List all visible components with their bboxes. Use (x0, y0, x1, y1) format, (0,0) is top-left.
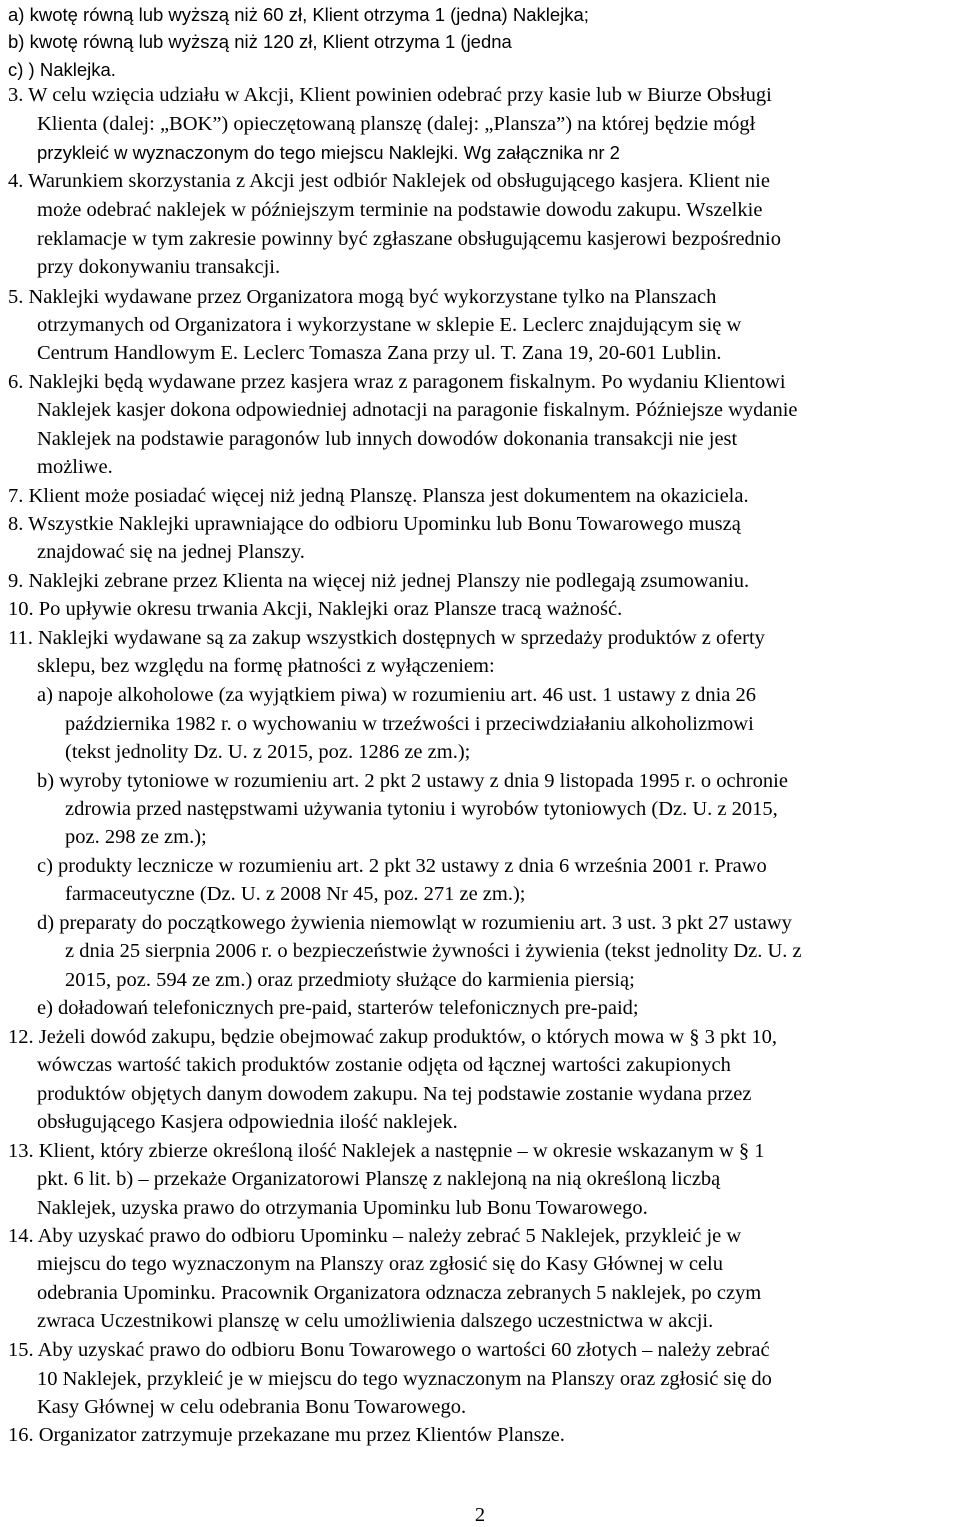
text-line: farmaceutyczne (Dz. U. z 2008 Nr 45, poz. 271 ze zm.); (65, 883, 526, 905)
text-line: zdrowia przed następstwami używania tytoniu i wyrobów tytoniowych (Dz. U. z 2015, (65, 798, 778, 820)
text-line: Klienta (dalej: „BOK”) opieczętowaną planszę (dalej: „Plansza”) na której będzie mógł (37, 113, 756, 135)
text-line: obsługującego Kasjera odpowiednia ilość naklejek. (37, 1111, 458, 1133)
text-line: reklamacje w tym zakresie powinny być zgłaszane obsługującemu kasjerowi bezpośrednio (37, 228, 781, 250)
page-number: 2 (474, 1504, 486, 1526)
text-line: otrzymanych od Organizatora i wykorzystane w sklepie E. Leclerc znajdującym się w (37, 314, 742, 336)
text-line: a) napoje alkoholowe (za wyjątkiem piwa) w rozumieniu art. 46 ust. 1 ustawy z dnia 26 (37, 684, 757, 706)
text-line: 3. W celu wzięcia udziału w Akcji, Klient powinien odebrać przy kasie lub w Biurze Obsługi (8, 84, 772, 106)
text-line: przykleić w wyznaczonym do tego miejscu Naklejki. Wg załącznika nr 2 (37, 142, 620, 163)
text-line: zwraca Uczestnikowi planszę w celu umożliwienia dalszego uczestnictwa w akcji. (37, 1310, 714, 1332)
text-line: odebrania Upominku. Pracownik Organizatora odznacza zebranych 5 naklejek, po czym (37, 1282, 762, 1304)
text-line: d) preparaty do początkowego żywienia niemowląt w rozumieniu art. 3 ust. 3 pkt 27 ustawy (37, 912, 792, 934)
text-line: e) doładowań telefonicznych pre-paid, starterów telefonicznych pre-paid; (37, 997, 639, 1019)
text-line: b) kwotę równą lub wyższą niż 120 zł, Klient otrzyma 1 (jedna (8, 31, 512, 52)
text-line: 10 Naklejek, przykleić je w miejscu do tego wyznaczonym na Planszy oraz zgłosić się do (37, 1368, 772, 1390)
text-line: 11. Naklejki wydawane są za zakup wszystkich dostępnych w sprzedaży produktów z oferty (8, 627, 765, 649)
text-line: sklepu, bez względu na formę płatności z wyłączeniem: (37, 655, 495, 677)
text-line: wówczas wartość takich produktów zostanie odjęta od łącznej wartości zakupionych (37, 1054, 731, 1076)
text-line: 4. Warunkiem skorzystania z Akcji jest odbiór Naklejek od obsługującego kasjera. Klient nie (8, 170, 770, 192)
text-line: 2015, poz. 594 ze zm.) oraz przedmioty służące do karmienia piersią; (65, 969, 635, 991)
text-line: a) kwotę równą lub wyższą niż 60 zł, Klient otrzyma 1 (jedna) Naklejka; (8, 4, 589, 25)
text-line: 16. Organizator zatrzymuje przekazane mu przez Klientów Plansze. (8, 1424, 565, 1446)
text-line: 9. Naklejki zebrane przez Klienta na więcej niż jednej Planszy nie podlegają zsumowaniu. (8, 570, 750, 592)
text-line: 15. Aby uzyskać prawo do odbioru Bonu Towarowego o wartości 60 złotych – należy zebrać (8, 1339, 770, 1361)
text-line: z dnia 25 sierpnia 2006 r. o bezpieczeństwie żywności i żywienia (tekst jednolity Dz. U. z (65, 940, 802, 962)
text-line: może odebrać naklejek w późniejszym terminie na podstawie dowodu zakupu. Wszelkie (37, 199, 763, 221)
text-line: 12. Jeżeli dowód zakupu, będzie obejmować zakup produktów, o których mowa w § 3 pkt 10, (8, 1026, 777, 1048)
text-line: Kasy Głównej w celu odebrania Bonu Towarowego. (37, 1396, 467, 1418)
text-line: października 1982 r. o wychowaniu w trzeźwości i przeciwdziałaniu alkoholizmowi (65, 713, 754, 735)
text-line: produktów objętych danym dowodem zakupu. Na tej podstawie zostanie wydana przez (37, 1083, 752, 1105)
text-line: przy dokonywaniu transakcji. (37, 256, 281, 278)
text-line: 5. Naklejki wydawane przez Organizatora mogą być wykorzystane tylko na Planszach (8, 286, 717, 308)
text-line: miejscu do tego wyznaczonym na Planszy oraz zgłosić się do Kasy Głównej w celu (37, 1253, 723, 1275)
text-line: (tekst jednolity Dz. U. z 2015, poz. 1286 ze zm.); (65, 741, 471, 763)
text-line: Centrum Handlowym E. Leclerc Tomasza Zana przy ul. T. Zana 19, 20-601 Lublin. (37, 342, 722, 364)
text-line: 14. Aby uzyskać prawo do odbioru Upominku – należy zebrać 5 Naklejek, przykleić je w (8, 1225, 742, 1247)
text-line: poz. 298 ze zm.); (65, 826, 207, 848)
text-line: b) wyroby tytoniowe w rozumieniu art. 2 pkt 2 ustawy z dnia 9 listopada 1995 r. o ochronie (37, 770, 788, 792)
text-line: znajdować się na jednej Planszy. (37, 541, 305, 563)
text-line: 6. Naklejki będą wydawane przez kasjera wraz z paragonem fiskalnym. Po wydaniu Klientowi (8, 371, 786, 393)
text-line: c) ) Naklejka. (8, 59, 116, 80)
text-line: 7. Klient może posiadać więcej niż jedną Planszę. Plansza jest dokumentem na okaziciela. (8, 485, 749, 507)
text-line: Naklejek na podstawie paragonów lub innych dowodów dokonania transakcji nie jest (37, 428, 738, 450)
text-line: 13. Klient, który zbierze określoną ilość Naklejek a następnie – w okresie wskazanym w § 1 (8, 1140, 765, 1162)
text-line: 8. Wszystkie Naklejki uprawniające do odbioru Upominku lub Bonu Towarowego muszą (8, 513, 741, 535)
text-line: pkt. 6 lit. b) – przekaże Organizatorowi Planszę z naklejoną na nią określoną liczbą (37, 1168, 721, 1190)
text-line: Naklejek kasjer dokona odpowiedniej adnotacji na paragonie fiskalnym. Późniejsze wydanie (37, 399, 798, 421)
text-line: Naklejek, uzyska prawo do otrzymania Upominku lub Bonu Towarowego. (37, 1197, 648, 1219)
text-line: c) produkty lecznicze w rozumieniu art. 2 pkt 32 ustawy z dnia 6 września 2001 r. Prawo (37, 855, 767, 877)
text-line: możliwe. (37, 456, 113, 478)
text-line: 10. Po upływie okresu trwania Akcji, Naklejki oraz Plansze tracą ważność. (8, 598, 623, 620)
